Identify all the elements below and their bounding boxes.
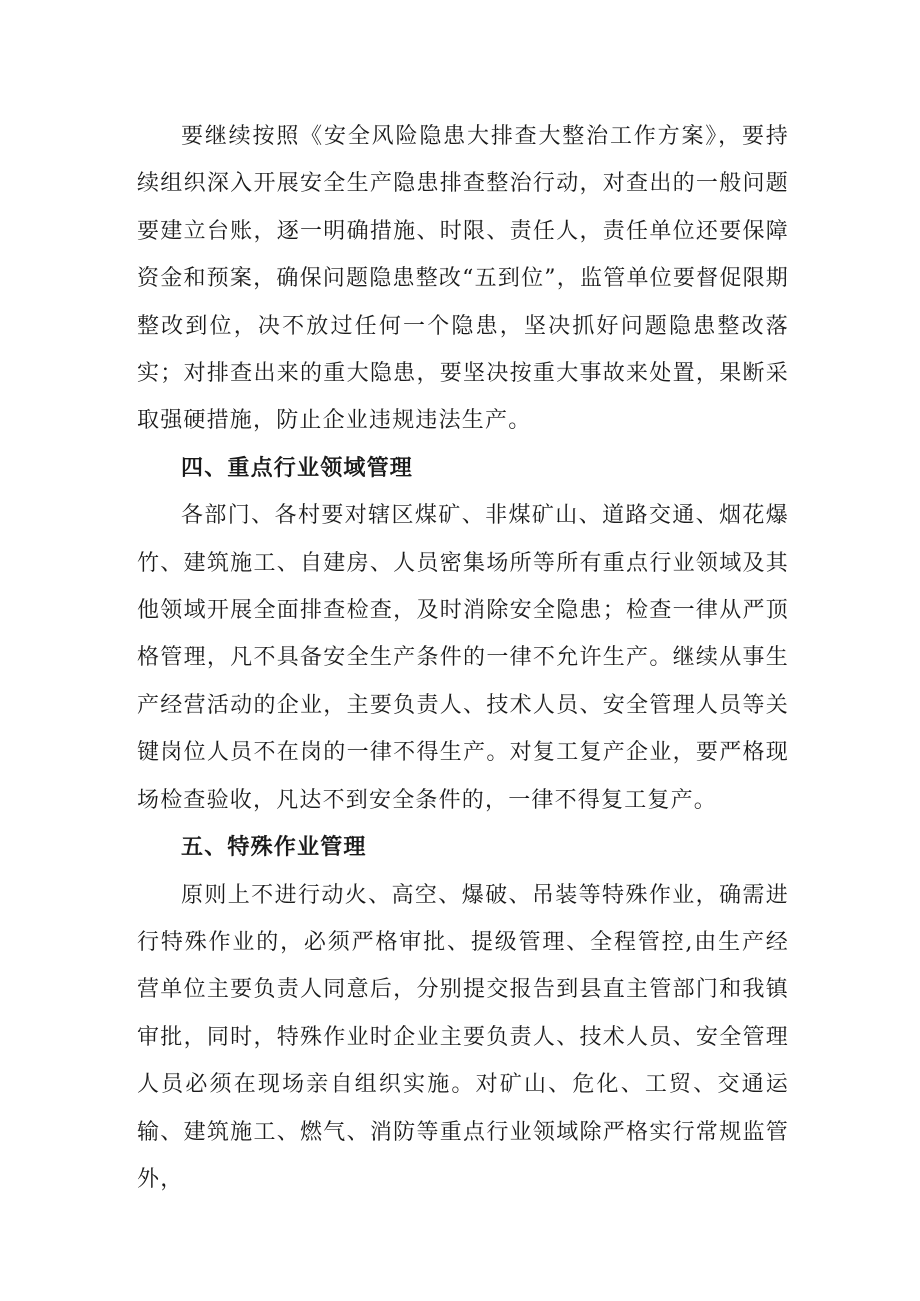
paragraph-special-operations: 原则上不进行动火、高空、爆破、吊装等特殊作业，确需进行特殊作业的，必须严格审批、提级管理、全程管控,由生产经营单位主要负责人同意后，分别提交报告到县直主管部门和我镇审批，同时，特殊作业时企业主要负责人、技术人员、安全管理人员必须在现场亲自组织实施。对矿山、危化、工贸、交通运输、建筑施工、燃气、消防等重点行业领域除严格实行常规监管外，: [137, 882, 789, 1192]
section-heading-key-industries: 四、重点行业领域管理: [181, 455, 414, 481]
section-heading-special-operations: 五、特殊作业管理: [181, 835, 367, 861]
paragraph-key-industries: 各部门、各村要对辖区煤矿、非煤矿山、道路交通、烟花爆竹、建筑施工、自建房、人员密集场所等所有重点行业领域及其他领域开展全面排查检查，及时消除安全隐患；检查一律从严顶格管理，凡不具备安全生产条件的一律不允许生产。继续从事生产经营活动的企业，主要负责人、技术人员、安全管理人员等关键岗位人员不在岗的一律不得生产。对复工复产企业，要严格现场检查验收，凡达不到安全条件的，一律不得复工复产。: [137, 503, 789, 813]
paragraph-hazard-rectification: 要继续按照《安全风险隐患大排查大整治工作方案》，要持续组织深入开展安全生产隐患排查整治行动，对查出的一般问题要建立台账，逐一明确措施、时限、责任人，责任单位还要保障资金和预案，确保问题隐患整改“五到位”，监管单位要督促限期整改到位，决不放过任何一个隐患，坚决抓好问题隐患整改落实；对排查出来的重大隐患，要坚决按重大事故来处置，果断采取强硬措施，防止企业违规违法生产。: [137, 124, 789, 434]
document-page: [137, 113, 789, 1203]
